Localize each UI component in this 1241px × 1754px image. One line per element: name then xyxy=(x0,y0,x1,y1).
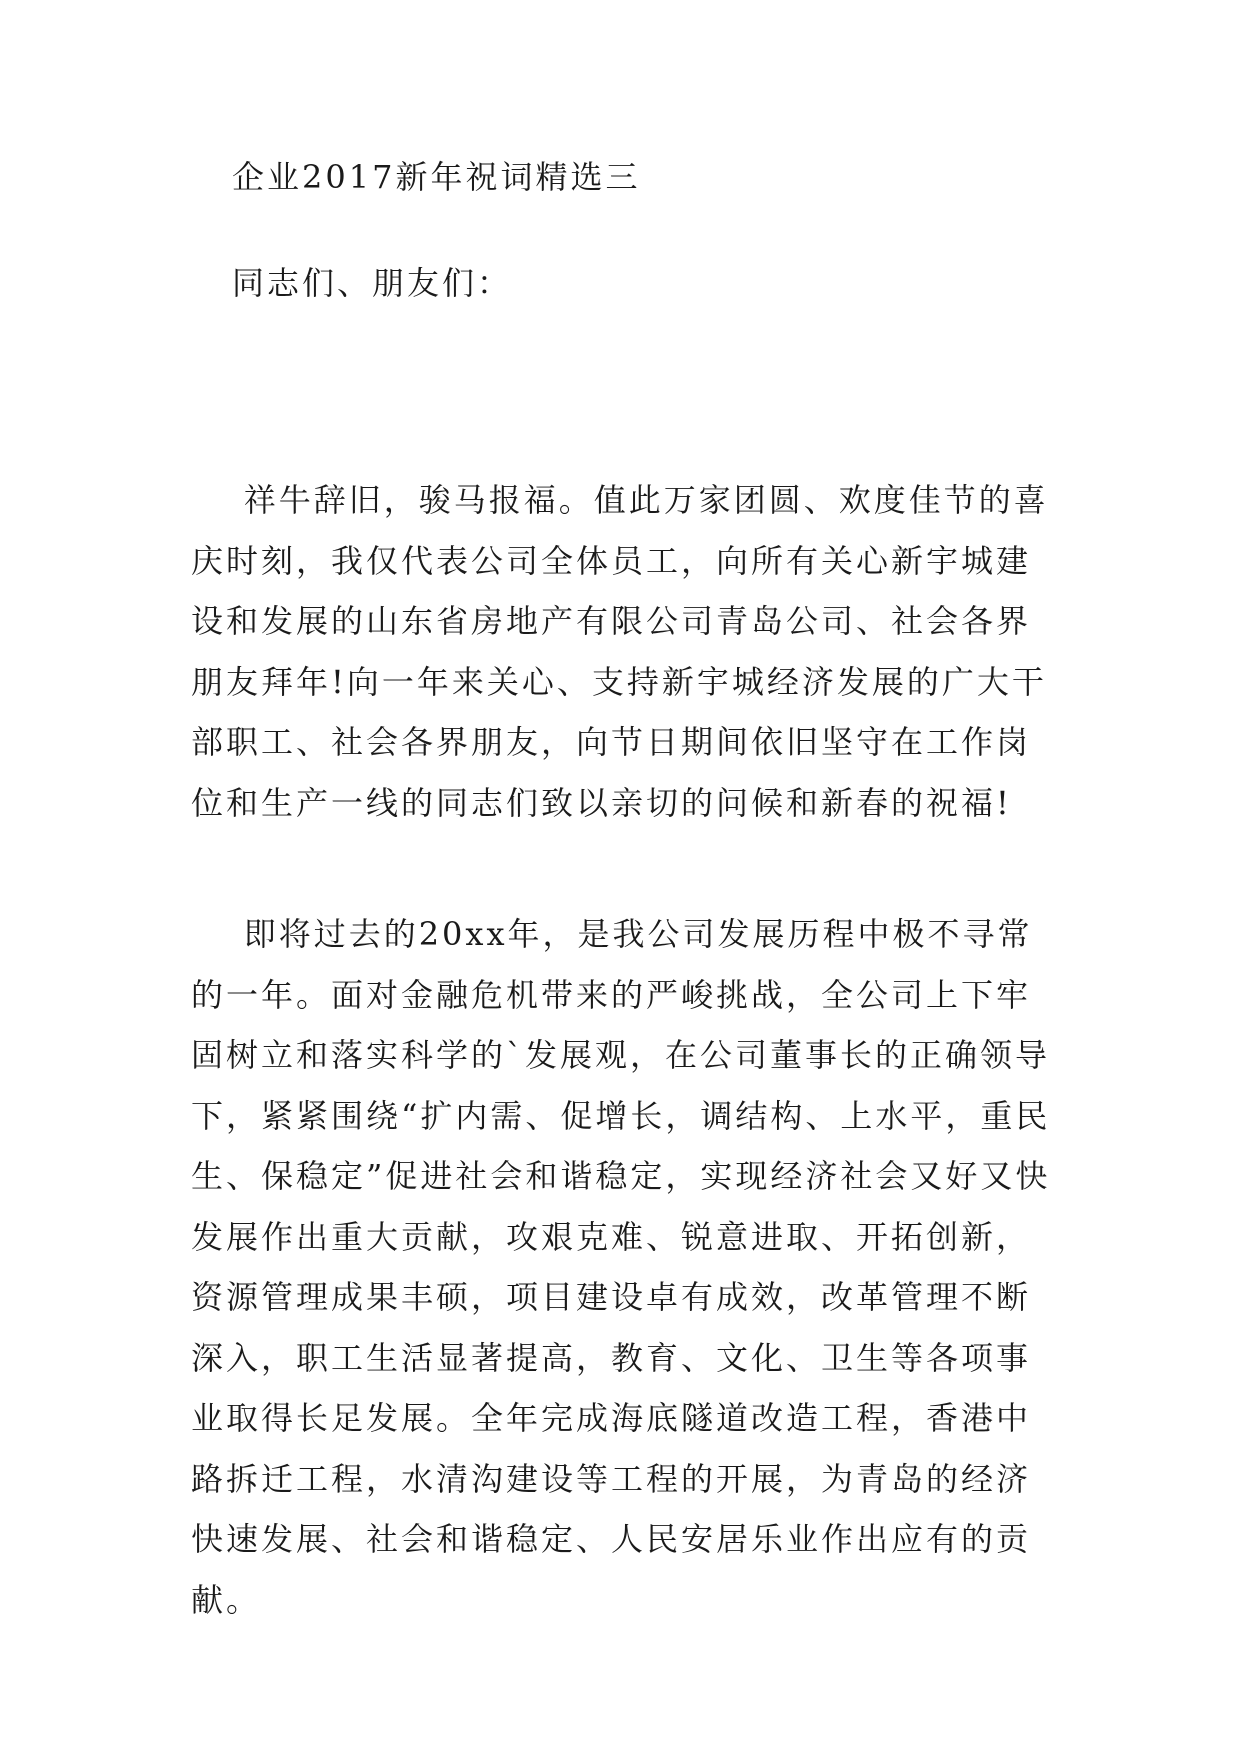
paragraph-review: 即将过去的20xx年，是我公司发展历程中极不寻常的一年。面对金融危机带来的严峻挑战，全公司上下牢固树立和落实科学的`发展观，在公司董事长的正确领导下，紧紧围绕“扩内需、促增长，调结构、上水平，重民生、保稳定”促进社会和谐稳定，实现经济社会又好又快发展作出重大贡献，攻艰克难、锐意进取、开拓创新，资源管理成果丰硕，项目建设卓有成效，改革管理不断深入，职工生活显著提高，教育、文化、卫生等各项事业取得长足发展。全年完成海底隧道改造工程，香港中路拆迁工程，水清沟建设等工程的开展，为青岛的经济快速发展、社会和谐稳定、人民安居乐业作出应有的贡献。 xyxy=(191,915,1051,1619)
document-title: 企业2017新年祝词精选三 xyxy=(232,158,641,196)
salutation: 同志们、朋友们： xyxy=(232,264,513,302)
paragraph-greeting: 祥牛辞旧，骏马报福。值此万家团圆、欢度佳节的喜庆时刻，我仅代表公司全体员工，向所有关心新宇城建设和发展的山东省房地产有限公司青岛公司、社会各界朋友拜年!向一年来关心、支持新宇城经济发展的广大干部职工、社会各界朋友，向节日期间依旧坚守在工作岗位和生产一线的同志们致以亲切的问候和新春的祝福! xyxy=(191,481,1049,822)
